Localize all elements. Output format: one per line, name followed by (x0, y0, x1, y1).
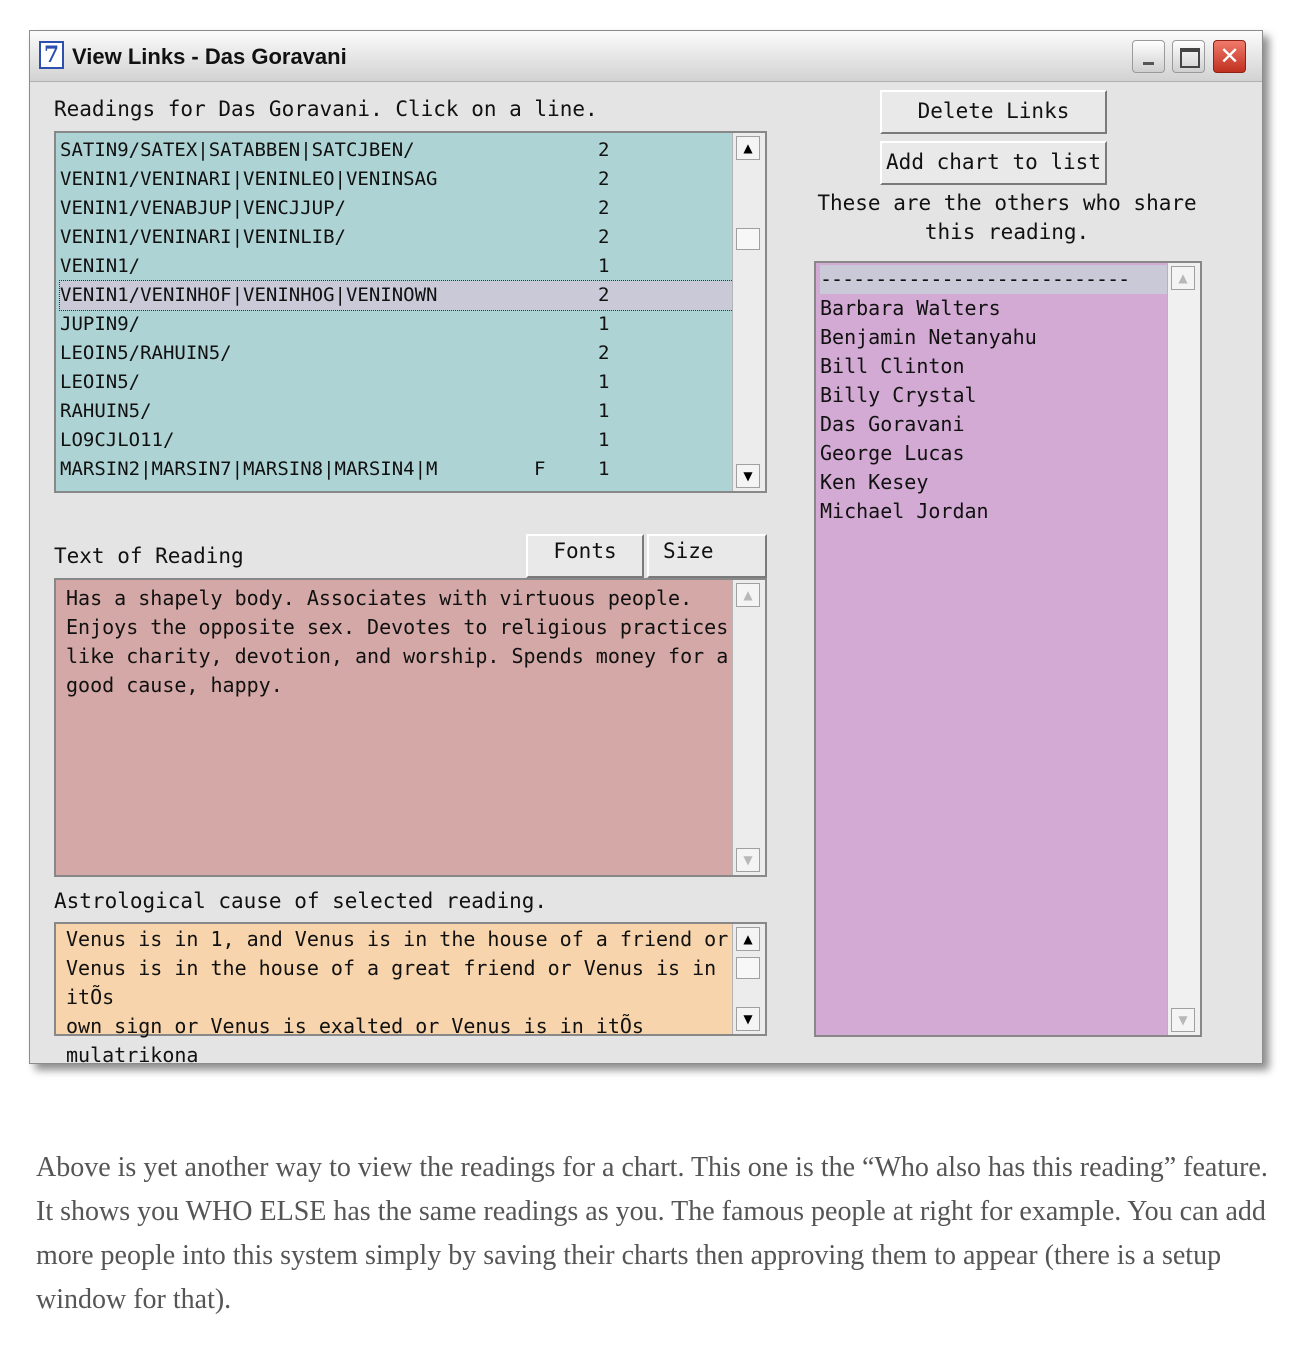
size-button[interactable]: Size (647, 534, 767, 578)
cause-text-line: Venus is in the house of a great friend or Venus is in itÕs (66, 956, 717, 1009)
maximize-icon (1180, 48, 1200, 68)
caption-text: Above is yet another way to view the readings for a chart. This one is the “Who also has this reading” feature. It shows you WHO ELSE has the same readings as you. The famous people at right for example. You can add more people into this system simply by saving their charts then approving them to appear (there is a setup window for that). (36, 1152, 1268, 1315)
reading-code: MARSIN2|MARSIN7|MARSIN8|MARSIN4|M (60, 458, 438, 480)
window-title: View Links - Das Goravani (72, 44, 347, 69)
reading-text-line: Has a shapely body. Associates with virtuous people. (66, 586, 693, 610)
reading-text-line: like charity, devotion, and worship. Spends money for a (66, 644, 729, 668)
reading-text-line: Enjoys the opposite sex. Devotes to religious practices (66, 615, 729, 639)
reading-count: 2 (598, 284, 610, 306)
reading-count: 2 (598, 139, 610, 161)
fonts-button[interactable]: Fonts (526, 534, 644, 578)
title-bar[interactable] (30, 31, 1262, 82)
scroll-thumb[interactable] (736, 228, 760, 250)
reading-count: 1 (598, 400, 610, 422)
separator-line: ---------------------------- (820, 265, 1170, 294)
reading-count: 2 (598, 226, 610, 248)
readings-label: Readings for Das Goravani. Click on a line. (54, 97, 598, 121)
others-label-line1: These are the others who share (817, 191, 1197, 215)
cause-scrollbar[interactable] (732, 924, 765, 1034)
reading-row[interactable] (60, 281, 735, 310)
reading-count: 1 (598, 458, 610, 480)
cause-text-line: Venus is in 1, and Venus is in the house of a friend or (66, 927, 729, 951)
person-list-item[interactable]: George Lucas (820, 441, 965, 465)
reading-row[interactable] (60, 397, 735, 426)
reading-code: SATIN9/SATEX|SATABBEN|SATCJBEN/ (60, 139, 415, 161)
reading-row[interactable] (60, 136, 735, 165)
person-list-item[interactable]: Benjamin Netanyahu (820, 325, 1037, 349)
scroll-up-icon[interactable]: ▲ (736, 927, 760, 951)
reading-row[interactable] (60, 426, 735, 455)
minimize-icon (1143, 62, 1154, 65)
scroll-down-icon[interactable]: ▼ (1171, 1008, 1195, 1032)
person-list-item[interactable]: Bill Clinton (820, 354, 965, 378)
reading-code: LEOIN5/RAHUIN5/ (60, 342, 232, 364)
reading-row[interactable] (60, 455, 735, 484)
cause-text-area[interactable] (54, 922, 767, 1067)
cause-label: Astrological cause of selected reading. (54, 889, 548, 913)
scroll-thumb[interactable] (736, 957, 760, 979)
minimize-button[interactable] (1132, 40, 1165, 73)
reading-code: LO9CJLO11/ (60, 429, 175, 451)
maximize-button[interactable] (1172, 40, 1205, 73)
scroll-up-icon[interactable]: ▲ (1171, 266, 1195, 290)
reading-code: LEOIN5/ (60, 371, 141, 393)
reading-count: 2 (598, 197, 610, 219)
scroll-up-icon[interactable]: ▲ (736, 136, 760, 160)
reading-count: 2 (598, 168, 610, 190)
reading-text-scrollbar[interactable] (732, 580, 765, 875)
person-list-item[interactable]: Billy Crystal (820, 383, 977, 407)
reading-code: VENIN1/VENABJUP|VENCJJUP/ (60, 197, 346, 219)
reading-code: RAHUIN5/ (60, 400, 152, 422)
reading-code: VENIN1/ (60, 255, 141, 277)
reading-count: 2 (598, 342, 610, 364)
reading-count: 1 (598, 255, 610, 277)
reading-row[interactable] (60, 223, 735, 252)
scroll-down-icon[interactable]: ▼ (736, 464, 760, 488)
reading-code: JUPIN9/ (60, 313, 141, 335)
close-icon: ✕ (1219, 42, 1240, 70)
close-button[interactable] (1213, 40, 1246, 73)
text-of-reading-label: Text of Reading (54, 544, 244, 568)
person-list-item[interactable]: Ken Kesey (820, 470, 929, 494)
scroll-down-icon[interactable]: ▼ (736, 1007, 760, 1031)
readings-list[interactable] (54, 131, 767, 493)
reading-text-area[interactable] (54, 578, 767, 877)
others-label-line2: this reading. (924, 220, 1090, 244)
reading-row[interactable] (60, 339, 735, 368)
app-icon: 7 (39, 41, 64, 69)
reading-count: 1 (598, 429, 610, 451)
people-list[interactable] (814, 261, 1202, 1037)
reading-row[interactable] (60, 194, 735, 223)
person-list-item[interactable]: Das Goravani (820, 412, 965, 436)
reading-row[interactable] (60, 310, 735, 339)
cause-text-line: mulatrikona (66, 1043, 199, 1067)
people-scrollbar[interactable] (1167, 263, 1200, 1035)
reading-flag: F (534, 458, 546, 480)
reading-row[interactable] (60, 368, 735, 397)
reading-count: 1 (598, 313, 610, 335)
reading-count: 1 (598, 371, 610, 393)
reading-code: VENIN1/VENINARI|VENINLEO|VENINSAG (60, 168, 438, 190)
add-chart-to-list-button[interactable]: Add chart to list (880, 141, 1107, 185)
delete-links-button[interactable]: Delete Links (880, 90, 1107, 134)
reading-row[interactable] (60, 165, 735, 194)
cause-text-line: own sign or Venus is exalted or Venus is in itÕs (66, 1014, 644, 1038)
reading-text-line: good cause, happy. (66, 673, 283, 697)
scroll-down-icon[interactable]: ▼ (736, 848, 760, 872)
readings-scrollbar[interactable] (732, 133, 765, 491)
reading-row[interactable] (60, 252, 735, 281)
reading-code: VENIN1/VENINHOF|VENINHOG|VENINOWN (60, 284, 438, 306)
reading-code: VENIN1/VENINARI|VENINLIB/ (60, 226, 346, 248)
person-list-item[interactable]: Barbara Walters (820, 296, 1001, 320)
person-list-item[interactable]: Michael Jordan (820, 499, 989, 523)
scroll-up-icon[interactable]: ▲ (736, 583, 760, 607)
view-links-window (29, 30, 1263, 1067)
